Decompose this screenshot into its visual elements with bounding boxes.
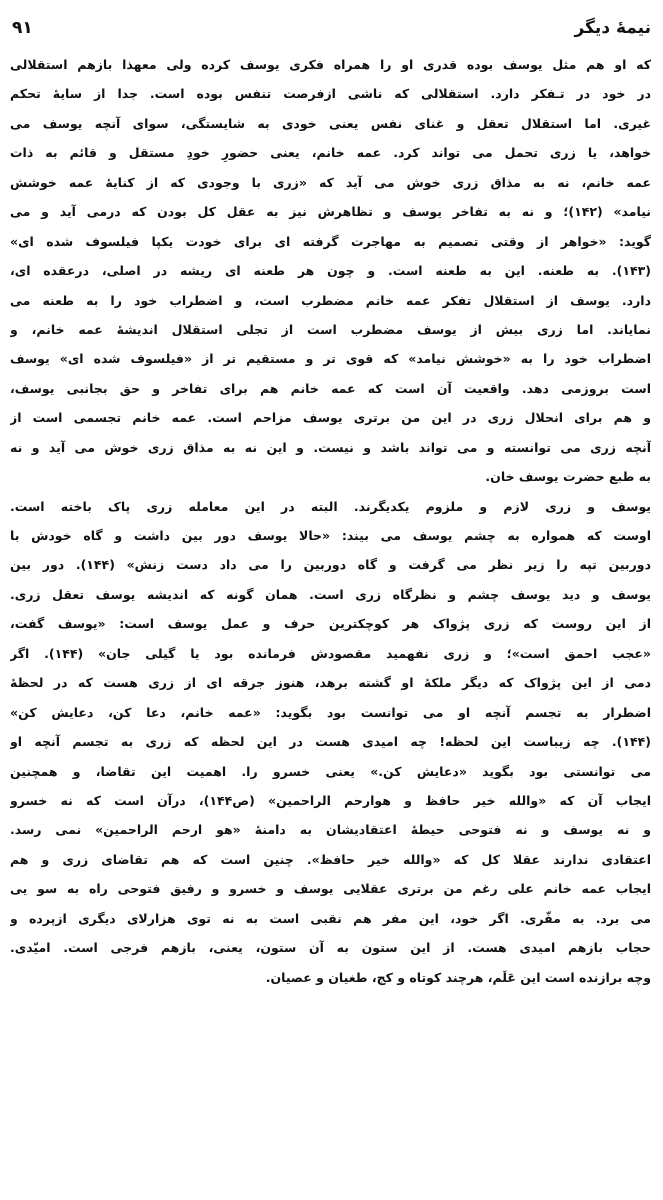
text-line: آنچه زری می توانسته و می تواند باشد و نیست. و این نه به مذاق زری خوش می آید و نه: [10, 439, 651, 455]
text-line: که او هم مثل یوسف بوده قدری او را همراه فکری یوسف کرده ولی معهذا بازهم استقلالی: [10, 57, 651, 72]
paragraph-2: [10, 492, 651, 992]
text-line: یوسف و دید یوسف چشم و نظرگاه زری است. همان گونه که اندیشه یوسف تعقل زری.: [10, 586, 651, 602]
text-line: اوست که همواره به چشم یوسف می بیند: «حالا یوسف دور بین داشت و گاه خودش با: [10, 528, 651, 543]
text-line: گوید: «خواهر از وقتی تصمیم به مهاجرت گرفته ای برای خودت یکپا فیلسوف شده ای»: [10, 233, 651, 249]
text-line: خواهد، یا زری تحمل می تواند کرد. عمه خانم، یعنی حضورِ خودِ مستقل و قائم به ذات: [10, 145, 651, 161]
text-line: نمایاند. اما زری بیش از یوسف مضطرب است از تجلی استقلال اندیشهٔ عمه خانم، و: [10, 321, 651, 337]
text-line: دوربین تپه را زیر نظر می گرفت و گاه دوربین را می داد دست زنش» (۱۴۴). دور بین: [10, 557, 651, 573]
text-line: نیامد» (۱۴۲)؛ و نه به تفاخر یوسف و تظاهرش نیز به عقل کل بودن که درمی آید و می: [10, 204, 651, 220]
text-line: است بروزمی دهد. واقعیت آن است که عمه خانم هم برای تفاخر و حق بجانبی یوسف،: [10, 380, 651, 396]
text-line: یوسف و زری لازم و ملزوم یکدیگرند. البته در این معامله زری پاک باخته است.: [10, 498, 651, 514]
body-text: [10, 50, 651, 992]
text-line: عمه خانم، نه به مذاق زری خوش می آید که «زری با وجودی که از کنایهٔ عمه خوشش: [10, 174, 651, 190]
text-line: می توانستی بود بگوید «دعایش کن.» یعنی خسرو را. اهمیت این تقاضا، و همچنین: [10, 763, 651, 779]
text-line: در خود در تـفکر دارد. استقلالی که ناشی ازفرصت تنفس بوده است. جدا از سایهٔ تحکم: [10, 86, 651, 102]
text-line: ایجاب عمه خانم علی رغم من برتری عقلایی یوسف و خسرو و رفیق فتوحی راه به سو یی: [10, 881, 651, 897]
text-line: اضطرار به تجسم آنچه او می توانست بود بگوید: «عمه خانم، دعا کن، دعایش کن»: [10, 704, 651, 720]
text-line: و نه یوسف و نه فتوحی حیطهٔ اعتقادیشان به دامنهٔ «هو ارحم الراحمین» نمی رسد.: [10, 822, 651, 838]
running-title: نیمهٔ دیگر: [574, 18, 651, 38]
text-line: «عجب احمق است»؛ و زری نفهمید مقصودش فرمانده بود یا گیلی جان» (۱۴۴). اگر: [10, 645, 651, 661]
paragraph-1: [10, 50, 651, 492]
text-line: دارد. یوسف از استقلال تفکر عمه خانم مضطرب است، و اضطراب خود را به طعنه می: [10, 292, 651, 308]
text-line: از این روست که زری پژواک هر کوچکترین حرف و عمل یوسف است: «یوسف گفت،: [10, 616, 651, 632]
text-line: و هم برای انحلال زری در این من برتری یوسف مزاحم است. عمه خانم تجسمی است از: [10, 410, 651, 426]
page-header: [12, 14, 651, 42]
text-line: می برد. به مفّری. اگر خود، این مفر هم نقبی است به نه توی هزارلای دیگری ازپرده و: [10, 910, 651, 926]
text-line: (۱۴۳). به طعنه. این به طعنه است. و چون هر طعنه ای ریشه در اصلی، درعقده ای،: [10, 263, 651, 279]
text-line: وچه برازنده است این عَلَم، هرچند کوتاه و کج، طغیان و عصیان.: [265, 969, 651, 985]
text-line: ایجاب آن که «والله خیر حافظ و هوارحم الراحمین» (ص۱۴۴)، درآن است که نه خسرو: [10, 792, 651, 808]
text-line: اعتقادی ندارند عقلا کل که «والله خیر حافظ». چنین است که هم تقاضای زری و هم: [10, 851, 651, 867]
text-line: دمی از این پژواک که دیگر ملکهٔ او گشته برهد، هنوز جرقه ای از زری هست که در لحظهٔ: [10, 675, 651, 691]
text-line: حجاب بازهم امیدی هست. از این ستون به آن ستون، یعنی، بازهم فرجی است. امیّدی.: [10, 940, 651, 956]
page-number: ۹۱: [12, 18, 33, 38]
text-line: (۱۴۴). چه زیباست این لحظه! چه امیدی هست در این لحظه که زری به تجسم آنچه او: [10, 734, 651, 750]
text-line: اضطراب خود را به «خوشش نیامد» که قوی تر و مستقیم تر از «فیلسوف شده ای» یوسف: [10, 351, 651, 367]
text-line: غیری. اما استقلال تعقل و غنای نفس یعنی خودی به شایستگی، سوای آنچه یوسف می: [10, 115, 651, 131]
text-line: به طبع حضرت یوسف خان.: [485, 469, 651, 485]
